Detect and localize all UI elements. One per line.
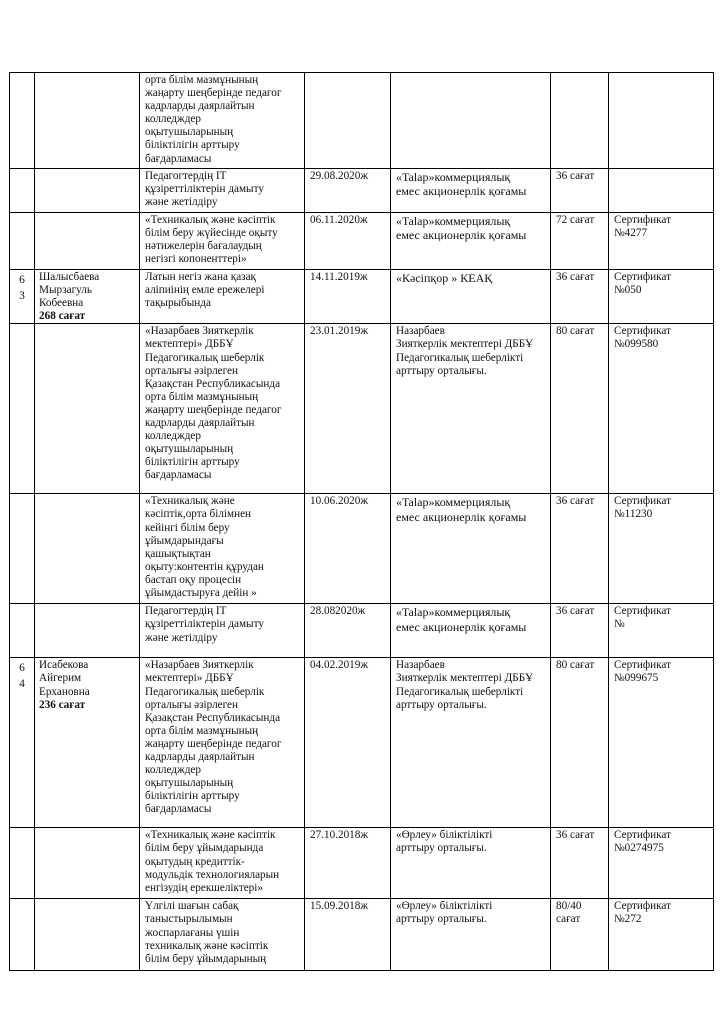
certificate	[609, 73, 714, 169]
course-organization: «Talap»коммерциялық емес акционерлік қоғамы	[391, 169, 551, 213]
course-date: 04.02.2019ж	[305, 658, 391, 828]
row-number: 6 3	[10, 270, 35, 324]
certificate: Сертификат №272	[609, 899, 714, 971]
table-row	[10, 73, 714, 169]
course-hours: 36 сағат	[551, 604, 609, 658]
course-title: Педагогтердің IT құзіреттіліктерін дамыту және жетілдіру	[140, 169, 305, 213]
course-hours: 80/40 сағат	[551, 899, 609, 971]
table-row	[10, 828, 714, 899]
row-number: 6 4	[10, 658, 35, 828]
teacher-name	[35, 604, 140, 658]
course-title: Латын негіз жана қазақ алiпиінің емле ережелері тақырыбында	[140, 270, 305, 324]
table-row	[10, 604, 714, 658]
certificate	[609, 169, 714, 213]
table-row	[10, 658, 714, 828]
course-title: Үлгілі шағын сабақ таныстырылымын жоспарлағаны үшін техникалық және кәсіптік білім беру ұйымдарының	[140, 899, 305, 971]
course-hours: 36 сағат	[551, 494, 609, 604]
row-number	[10, 213, 35, 270]
course-organization: Назарбаев Зияткерлік мектептері ДББҰ Педагогикалық шеберлікті арттыру орталығы.	[391, 658, 551, 828]
course-hours: 80 сағат	[551, 658, 609, 828]
course-hours: 36 сағат	[551, 828, 609, 899]
row-number	[10, 169, 35, 213]
course-hours: 36 сағат	[551, 270, 609, 324]
teacher-name: Исабекова Айгерим Ерхановна 236 сағат	[35, 658, 140, 828]
row-number	[10, 324, 35, 494]
certificate: Сертификат №11230	[609, 494, 714, 604]
course-organization	[391, 73, 551, 169]
teacher-name: Шалысбаева Мырзагуль Кобеевна 268 сағат	[35, 270, 140, 324]
table-row	[10, 270, 714, 324]
course-date: 29.08.2020ж	[305, 169, 391, 213]
teacher-name	[35, 169, 140, 213]
row-number	[10, 73, 35, 169]
table-row	[10, 324, 714, 494]
certificate: Сертификат №099675	[609, 658, 714, 828]
course-organization: «Кәсіпқор » КЕАҚ	[391, 270, 551, 324]
course-date: 14.11.2019ж	[305, 270, 391, 324]
course-hours	[551, 73, 609, 169]
course-hours: 72 сағат	[551, 213, 609, 270]
course-title: Педагогтердің IT құзіреттіліктерін дамыту және жетілдіру	[140, 604, 305, 658]
teacher-name	[35, 828, 140, 899]
course-title: «Назарбаев Зияткерлік мектептері» ДББҰ Педагогикалық шеберлік орталығы әзірлеген Қазақстан Республикасында орта білім мазмұнының жаңарту шеңберінде педагог кадрларды даярлайтын колледждер оқытушыларының біліктілігін арттыру бағдарламасы	[140, 324, 305, 494]
row-number	[10, 899, 35, 971]
row-number	[10, 828, 35, 899]
course-date: 06.11.2020ж	[305, 213, 391, 270]
teacher-name	[35, 899, 140, 971]
course-hours: 36 сағат	[551, 169, 609, 213]
table-row	[10, 213, 714, 270]
course-title: орта білім мазмұнының жаңарту шеңберінде педагог кадрларды даярлайтын колледждер оқытушыларының біліктілігін арттыру бағдарламасы	[140, 73, 305, 169]
course-date: 15.09.2018ж	[305, 899, 391, 971]
course-title: «Техникалық және кәсіптік білім беру ұйымдарында оқытудың кредиттік- модульдік технологияларын енгізудің ерекшеліктері»	[140, 828, 305, 899]
course-date: 10.06.2020ж	[305, 494, 391, 604]
teacher-name	[35, 213, 140, 270]
course-organization: «Talap»коммерциялық емес акционерлік қоғамы	[391, 494, 551, 604]
certificate: Сертификат №0274975	[609, 828, 714, 899]
row-number	[10, 604, 35, 658]
course-date: 27.10.2018ж	[305, 828, 391, 899]
certificate: Сертификат №	[609, 604, 714, 658]
certificate: Сертификат №099580	[609, 324, 714, 494]
course-date: 23.01.2019ж	[305, 324, 391, 494]
table-row	[10, 899, 714, 971]
course-organization: «Өрлеу» біліктілікті арттыру орталығы.	[391, 828, 551, 899]
certificate: Сертификат №4277	[609, 213, 714, 270]
course-hours: 80 сағат	[551, 324, 609, 494]
teacher-name	[35, 324, 140, 494]
course-date	[305, 73, 391, 169]
teacher-name	[35, 494, 140, 604]
table-row	[10, 494, 714, 604]
course-date: 28.082020ж	[305, 604, 391, 658]
course-title: «Назарбаев Зияткерлік мектептері» ДББҰ Педагогикалық шеберлік орталығы әзірлеген Қазақстан Республикасында орта білім мазмұнының жаңарту шеңберінде педагог кадрларды даярлайтын колледждер оқытушыларының біліктілігін арттыру бағдарламасы	[140, 658, 305, 828]
certificate: Сертификат №050	[609, 270, 714, 324]
teacher-name	[35, 73, 140, 169]
course-organization: Назарбаев Зияткерлік мектептері ДББҰ Педагогикалық шеберлікті арттыру орталығы.	[391, 324, 551, 494]
course-organization: «Talap»коммерциялық емес акционерлік қоғамы	[391, 604, 551, 658]
course-title: «Техникалық және кәсіптік білім беру жүйесінде оқыту нәтижелерін бағалаудың негізгі копоненттері»	[140, 213, 305, 270]
table-row	[10, 169, 714, 213]
course-organization: «Өрлеу» біліктілікті арттыру орталығы.	[391, 899, 551, 971]
course-title: «Техникалық және кәсіптік,орта білімнен кейінгі білім беру ұйымдарындағы қашықтықтан оқыту:контентін құрудан бастап оқу процесін ұйымдастыруға дейін »	[140, 494, 305, 604]
row-number	[10, 494, 35, 604]
course-organization: «Talap»коммерциялық емес акционерлік қоғамы	[391, 213, 551, 270]
training-table	[9, 72, 714, 971]
